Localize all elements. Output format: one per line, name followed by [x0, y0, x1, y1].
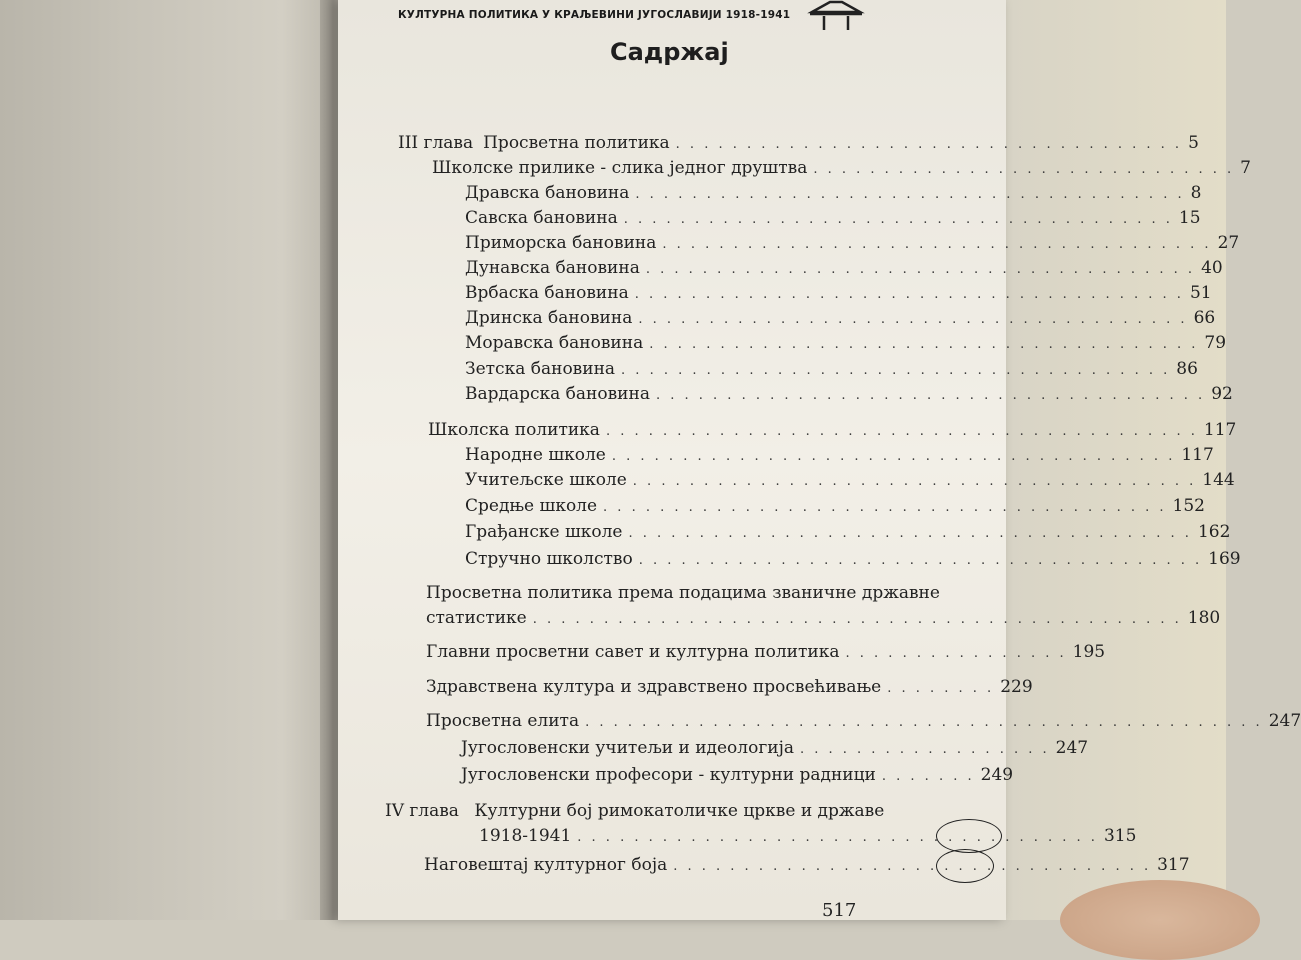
chapter-label: III глава: [398, 133, 474, 153]
page-title: Садржај: [610, 38, 729, 66]
page-ref: 40: [1201, 258, 1223, 278]
entry-label: Вардарска бановина: [465, 384, 650, 404]
leader-dots: . . . . . . . . . . . . . . . . . . . . . . . . . . . . . . . . . . . . . . . . . .: [605, 424, 1198, 439]
entry-label: Главни просветни савет и културна политика: [426, 642, 840, 662]
toc-entry[interactable]: [465, 233, 1240, 255]
entry-label: Врбаска бановина: [465, 283, 629, 303]
page-ref: 117: [1181, 445, 1214, 465]
chapter-title: Просветна политика: [483, 133, 670, 153]
page-ref: 92: [1211, 384, 1233, 404]
leader-dots: . . . . . . . . . . . . . . . . . . . . . . . . . . . . . . . . . . . . . . . .: [611, 449, 1176, 464]
page-ref: 162: [1197, 522, 1231, 542]
page-ref: 229: [1000, 677, 1033, 697]
entry-label: статистике: [426, 608, 527, 628]
page-ref: 8: [1190, 183, 1202, 203]
toc-entry[interactable]: [461, 738, 1089, 760]
chapter-title: Културни бој римокатоличке цркве и државе: [474, 801, 885, 821]
page-number: 517: [822, 900, 857, 921]
entry-label: Зетска бановина: [465, 359, 616, 379]
leader-dots: . . . . . . . . . . . . . . . . . . . . . . . . . . . . . . . . . . . . . . . .: [628, 526, 1192, 541]
toc-entry[interactable]: [465, 384, 1233, 406]
leader-dots: . . . . . . . . . . . . . . . . . . . . . . . . . . . . . . . . . . . . . . .: [621, 363, 1171, 378]
entry-label: 1918-1941: [479, 826, 572, 846]
toc-entry[interactable]: [424, 855, 1190, 877]
toc-entry[interactable]: [426, 711, 1301, 733]
toc-entry[interactable]: [465, 445, 1214, 467]
toc-entry[interactable]: [426, 608, 1221, 630]
leader-dots: . . . . . . . . . . . . . . . . . . . . . . . . . . . . . . . . . . . . . . .: [623, 212, 1173, 227]
page-ref: 180: [1187, 608, 1221, 628]
leader-dots: . . . . . . . . . . . . . . . .: [845, 646, 1067, 661]
page-ref: 247: [1055, 738, 1089, 758]
entry-label: Школске прилике - слика једног друштва: [432, 158, 808, 178]
page-ref: 169: [1208, 549, 1241, 569]
page-ref: 5: [1188, 133, 1199, 153]
leader-dots: . . . . . . . . . . . . . . . . . . . . . . . . . . . . . . . . . . . . . . .: [655, 388, 1206, 403]
leader-dots: . . . . . . . . . . . . . . . . . . . . . . . . . . . . . . . . . . . . . . . .: [632, 474, 1197, 489]
leader-dots: . . . . . . . . . . . . . . . . . . . . . . . . . . . . . . . . . . . .: [675, 137, 1183, 152]
entry-label: Југословенски професори - културни радници: [461, 765, 876, 785]
leader-dots: . . . . . . . . . . . . . . . . . . . . . . . . . . . . . . . . . . . . . . .: [635, 187, 1185, 202]
toc-entry[interactable]: [465, 549, 1241, 571]
toc-entry[interactable]: [465, 183, 1202, 205]
page-ref: 15: [1178, 208, 1201, 228]
page-ref: 195: [1072, 642, 1106, 662]
toc-entry[interactable]: [428, 420, 1237, 442]
running-header: КУЛТУРНА ПОЛИТИКА У КРАЉЕВИНИ ЈУГОСЛАВИЈИ 1918-1941: [398, 9, 791, 21]
leader-dots: . . . . . . . . . . . . . . . . . . . . . . . . . . . . . . . . . . . . . . .: [638, 312, 1188, 327]
page-ref: 66: [1193, 308, 1216, 328]
leader-dots: . . . . . . . . . . . . . . . . . . . . . . . . . . . . . . . . . . . . . . .: [634, 287, 1184, 302]
entry-label: Приморска бановина: [465, 233, 657, 253]
toc-entry[interactable]: [465, 308, 1216, 330]
toc-entry[interactable]: [465, 208, 1201, 230]
page-ref: 79: [1204, 333, 1227, 353]
toc-entry-chapter-4[interactable]: [385, 801, 884, 821]
leader-dots: . . . . . . . . . . . . . . . . . . . . . . . . . . . . . . . . . . . . . . .: [645, 262, 1196, 277]
toc-entry-line-1[interactable]: Просветна политика према подацима званичне државне: [426, 583, 940, 603]
publisher-logo-icon: [808, 0, 864, 32]
toc-entry[interactable]: [426, 642, 1106, 664]
toc-entry[interactable]: [465, 283, 1212, 305]
page-ref: 152: [1172, 496, 1205, 516]
page-ref: 144: [1202, 470, 1235, 490]
toc-entry[interactable]: [465, 496, 1205, 518]
left-page: [0, 0, 332, 920]
leader-dots: . . . . . . . . . . . . . . . . . . . . . . . . . . . . . . . . . . . . . . . . . . . . . . . .: [585, 715, 1263, 730]
leader-dots: . . . . . . . .: [887, 681, 995, 696]
entry-label: Учитељске школе: [465, 470, 627, 490]
page-ref: 247: [1268, 711, 1301, 731]
leader-dots: . . . . . . . . . . . . . . . . . . . . . . . . . . . . . . . . . . . . . . .: [662, 237, 1212, 252]
leader-dots: . . . . . . . . . . . . . . . . . .: [799, 742, 1050, 757]
finger: [1060, 880, 1260, 960]
toc-entry[interactable]: [461, 765, 1014, 787]
toc-entry-chapter-3[interactable]: [398, 133, 1199, 155]
page-ref: 27: [1217, 233, 1240, 253]
leader-dots: . . . . . . . . . . . . . . . . . . . . . . . . . . . . . .: [813, 162, 1235, 177]
toc-entry[interactable]: [465, 522, 1231, 544]
entry-label: Народне школе: [465, 445, 606, 465]
chapter-label: IV глава: [385, 801, 459, 821]
toc-entry[interactable]: [465, 359, 1198, 381]
page-ref: 86: [1176, 359, 1198, 379]
leader-dots: . . . . . . . . . . . . . . . . . . . . . . . . . . . . . . . . . . . . . . . .: [638, 553, 1203, 568]
leader-dots: . . . . . . . . . . . . . . . . . . . . . . . . . . . . . . . . . . . . . . .: [649, 337, 1199, 352]
leader-dots: . . . . . . . . . . . . . . . . . . . . . . . . . . . . . . . . . . . . . . . . . . . . . .: [532, 612, 1182, 627]
entry-label: Здравствена култура и здравствено просвећивање: [426, 677, 882, 697]
toc-entry[interactable]: [465, 470, 1235, 492]
entry-label: Школска политика: [428, 420, 600, 440]
entry-label: Југословенски учитељи и идеологија: [461, 738, 794, 758]
entry-label: Стручно школство: [465, 549, 633, 569]
page-ref: 249: [980, 765, 1014, 785]
leader-dots: . . . . . . . . . . . . . . . . . . . . . . . . . . . . . . . . . . . . . . . .: [603, 500, 1167, 515]
toc-entry[interactable]: [426, 677, 1033, 699]
entry-label: Просветна елита: [426, 711, 580, 731]
entry-label: Моравска бановина: [465, 333, 644, 353]
page-ref: 51: [1189, 283, 1212, 303]
page-ref: 117: [1203, 420, 1237, 440]
page-ref: 315: [1103, 826, 1137, 846]
handwritten-circle: [936, 819, 1002, 853]
leader-dots: . . . . . . .: [881, 769, 975, 784]
entry-label: Средње школе: [465, 496, 598, 516]
toc-entry[interactable]: [465, 333, 1227, 355]
handwritten-circle: [936, 849, 994, 883]
page-ref: 317: [1157, 855, 1190, 875]
entry-label: Савска бановина: [465, 208, 618, 228]
entry-label: Дравска бановина: [465, 183, 630, 203]
entry-label: Наговештај културног боја: [424, 855, 668, 875]
page-ref: 7: [1240, 158, 1251, 178]
leader-dots: . . . . . . . . . . . . . . . . . . . . . . . . . . . . . . . . . . . . .: [577, 830, 1098, 845]
leader-dots: . . . . . . . . . . . . . . . . . . . . . . . . . . . . . . . . . .: [673, 859, 1152, 874]
toc-entry[interactable]: [479, 826, 1137, 848]
toc-entry[interactable]: [465, 258, 1223, 280]
entry-label: Дринска бановина: [465, 308, 633, 328]
toc-entry[interactable]: [432, 158, 1251, 180]
entry-label: Грађанске школе: [465, 522, 623, 542]
entry-label: Дунавска бановина: [465, 258, 640, 278]
